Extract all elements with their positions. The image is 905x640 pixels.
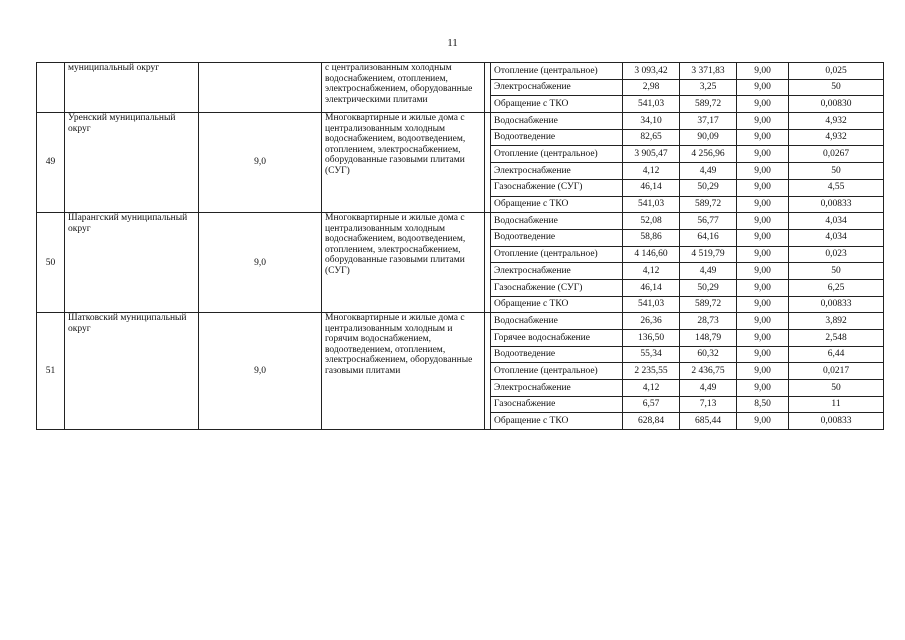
- value-1: 3 905,47: [623, 146, 680, 163]
- value-1: 541,03: [623, 296, 680, 313]
- norm-value: 50: [789, 380, 884, 397]
- value-1: 46,14: [623, 279, 680, 296]
- percent-value: 9,00: [737, 79, 789, 96]
- table-row: [37, 63, 884, 80]
- value-2: 589,72: [680, 96, 737, 113]
- service-name: Водоотведение: [491, 129, 623, 146]
- service-name: Обращение с ТКО: [491, 96, 623, 113]
- service-name: Электроснабжение: [491, 163, 623, 180]
- norm-value: 50: [789, 79, 884, 96]
- norm-value: 0,00833: [789, 196, 884, 213]
- table-row: [37, 313, 884, 330]
- norm-value: 6,44: [789, 346, 884, 363]
- percent-value: 9,00: [737, 296, 789, 313]
- page-number: 11: [447, 37, 458, 49]
- service-name: Электроснабжение: [491, 79, 623, 96]
- row-number: [37, 63, 65, 113]
- norm-value: 2,548: [789, 330, 884, 347]
- growth-rate: 9,0: [199, 213, 322, 313]
- value-2: 7,13: [680, 396, 737, 413]
- value-2: 50,29: [680, 279, 737, 296]
- service-name: Газоснабжение: [491, 396, 623, 413]
- percent-value: 9,00: [737, 146, 789, 163]
- norm-value: 4,034: [789, 213, 884, 230]
- value-1: 541,03: [623, 196, 680, 213]
- norm-value: 50: [789, 163, 884, 180]
- norm-value: 3,892: [789, 313, 884, 330]
- percent-value: 9,00: [737, 380, 789, 397]
- row-number: 50: [37, 213, 65, 313]
- value-2: 64,16: [680, 229, 737, 246]
- percent-value: 9,00: [737, 129, 789, 146]
- value-1: 58,86: [623, 229, 680, 246]
- growth-rate: 9,0: [199, 113, 322, 213]
- percent-value: 9,00: [737, 196, 789, 213]
- municipality-name: муниципальный округ: [65, 63, 199, 113]
- value-2: 4 519,79: [680, 246, 737, 263]
- norm-value: 6,25: [789, 279, 884, 296]
- percent-value: 9,00: [737, 179, 789, 196]
- service-name: Электроснабжение: [491, 380, 623, 397]
- value-1: 4,12: [623, 380, 680, 397]
- norm-value: 0,00833: [789, 413, 884, 430]
- value-1: 3 093,42: [623, 63, 680, 80]
- value-1: 34,10: [623, 113, 680, 130]
- housing-description: с централизованным холодным водоснабжением, отоплением, электроснабжением, оборудованные электрическими плитами: [322, 63, 485, 113]
- service-name: Водоснабжение: [491, 213, 623, 230]
- percent-value: 9,00: [737, 363, 789, 380]
- value-2: 685,44: [680, 413, 737, 430]
- percent-value: 9,00: [737, 229, 789, 246]
- norm-value: 4,932: [789, 113, 884, 130]
- value-2: 60,32: [680, 346, 737, 363]
- percent-value: 9,00: [737, 63, 789, 80]
- percent-value: 9,00: [737, 330, 789, 347]
- value-2: 4 256,96: [680, 146, 737, 163]
- value-1: 628,84: [623, 413, 680, 430]
- percent-value: 9,00: [737, 163, 789, 180]
- service-name: Отопление (центральное): [491, 146, 623, 163]
- percent-value: 9,00: [737, 246, 789, 263]
- norm-value: 11: [789, 396, 884, 413]
- value-1: 46,14: [623, 179, 680, 196]
- value-2: 3,25: [680, 79, 737, 96]
- service-name: Водоснабжение: [491, 113, 623, 130]
- housing-description: Многоквартирные и жилые дома с централизованным холодным водоснабжением, водоотведением, отоплением, электроснабжением, оборудованные газовыми плитами (СУГ): [322, 213, 485, 313]
- value-1: 4,12: [623, 263, 680, 280]
- value-2: 37,17: [680, 113, 737, 130]
- value-1: 2,98: [623, 79, 680, 96]
- value-2: 90,09: [680, 129, 737, 146]
- service-name: Отопление (центральное): [491, 246, 623, 263]
- value-1: 55,34: [623, 346, 680, 363]
- value-2: 589,72: [680, 296, 737, 313]
- housing-description: Многоквартирные и жилые дома с централизованным холодным и горячим водоснабжением, водоотведением, отоплением, электроснабжением, оборудованные газовыми плитами: [322, 313, 485, 430]
- value-2: 2 436,75: [680, 363, 737, 380]
- percent-value: 9,00: [737, 346, 789, 363]
- value-1: 52,08: [623, 213, 680, 230]
- norm-value: 4,55: [789, 179, 884, 196]
- percent-value: 9,00: [737, 413, 789, 430]
- value-2: 3 371,83: [680, 63, 737, 80]
- norm-value: 0,0217: [789, 363, 884, 380]
- value-2: 28,73: [680, 313, 737, 330]
- percent-value: 9,00: [737, 263, 789, 280]
- municipality-name: Уренский муниципальный округ: [65, 113, 199, 213]
- table-row: [37, 213, 884, 230]
- value-2: 56,77: [680, 213, 737, 230]
- service-name: Обращение с ТКО: [491, 196, 623, 213]
- norm-value: 0,00833: [789, 296, 884, 313]
- table-row: [37, 113, 884, 130]
- row-number: 51: [37, 313, 65, 430]
- value-2: 50,29: [680, 179, 737, 196]
- percent-value: 8,50: [737, 396, 789, 413]
- value-1: 4,12: [623, 163, 680, 180]
- percent-value: 9,00: [737, 213, 789, 230]
- norm-value: 4,932: [789, 129, 884, 146]
- growth-rate: 9,0: [199, 313, 322, 430]
- row-number: 49: [37, 113, 65, 213]
- percent-value: 9,00: [737, 279, 789, 296]
- value-2: 4,49: [680, 263, 737, 280]
- norm-value: 0,025: [789, 63, 884, 80]
- service-name: Электроснабжение: [491, 263, 623, 280]
- housing-description: Многоквартирные и жилые дома с централизованным холодным водоснабжением, водоотведением, отоплением, электроснабжением, оборудованные газовыми плитами (СУГ): [322, 113, 485, 213]
- value-1: 6,57: [623, 396, 680, 413]
- service-name: Водоотведение: [491, 229, 623, 246]
- value-1: 4 146,60: [623, 246, 680, 263]
- percent-value: 9,00: [737, 313, 789, 330]
- service-name: Обращение с ТКО: [491, 296, 623, 313]
- service-name: Обращение с ТКО: [491, 413, 623, 430]
- value-1: 541,03: [623, 96, 680, 113]
- municipality-name: Шатковский муниципальный округ: [65, 313, 199, 430]
- service-name: Газоснабжение (СУГ): [491, 179, 623, 196]
- norm-value: 0,0267: [789, 146, 884, 163]
- norm-value: 0,00830: [789, 96, 884, 113]
- norm-value: 50: [789, 263, 884, 280]
- value-1: 2 235,55: [623, 363, 680, 380]
- value-2: 4,49: [680, 163, 737, 180]
- service-name: Водоотведение: [491, 346, 623, 363]
- value-1: 136,50: [623, 330, 680, 347]
- value-2: 589,72: [680, 196, 737, 213]
- service-name: Горячее водоснабжение: [491, 330, 623, 347]
- growth-rate: [199, 63, 322, 113]
- service-name: Отопление (центральное): [491, 63, 623, 80]
- municipality-name: Шарангский муниципальный округ: [65, 213, 199, 313]
- value-2: 148,79: [680, 330, 737, 347]
- value-2: 4,49: [680, 380, 737, 397]
- service-name: Водоснабжение: [491, 313, 623, 330]
- tariff-table: [36, 62, 884, 430]
- percent-value: 9,00: [737, 96, 789, 113]
- service-name: Отопление (центральное): [491, 363, 623, 380]
- value-1: 26,36: [623, 313, 680, 330]
- norm-value: 4,034: [789, 229, 884, 246]
- service-name: Газоснабжение (СУГ): [491, 279, 623, 296]
- percent-value: 9,00: [737, 113, 789, 130]
- value-1: 82,65: [623, 129, 680, 146]
- norm-value: 0,023: [789, 246, 884, 263]
